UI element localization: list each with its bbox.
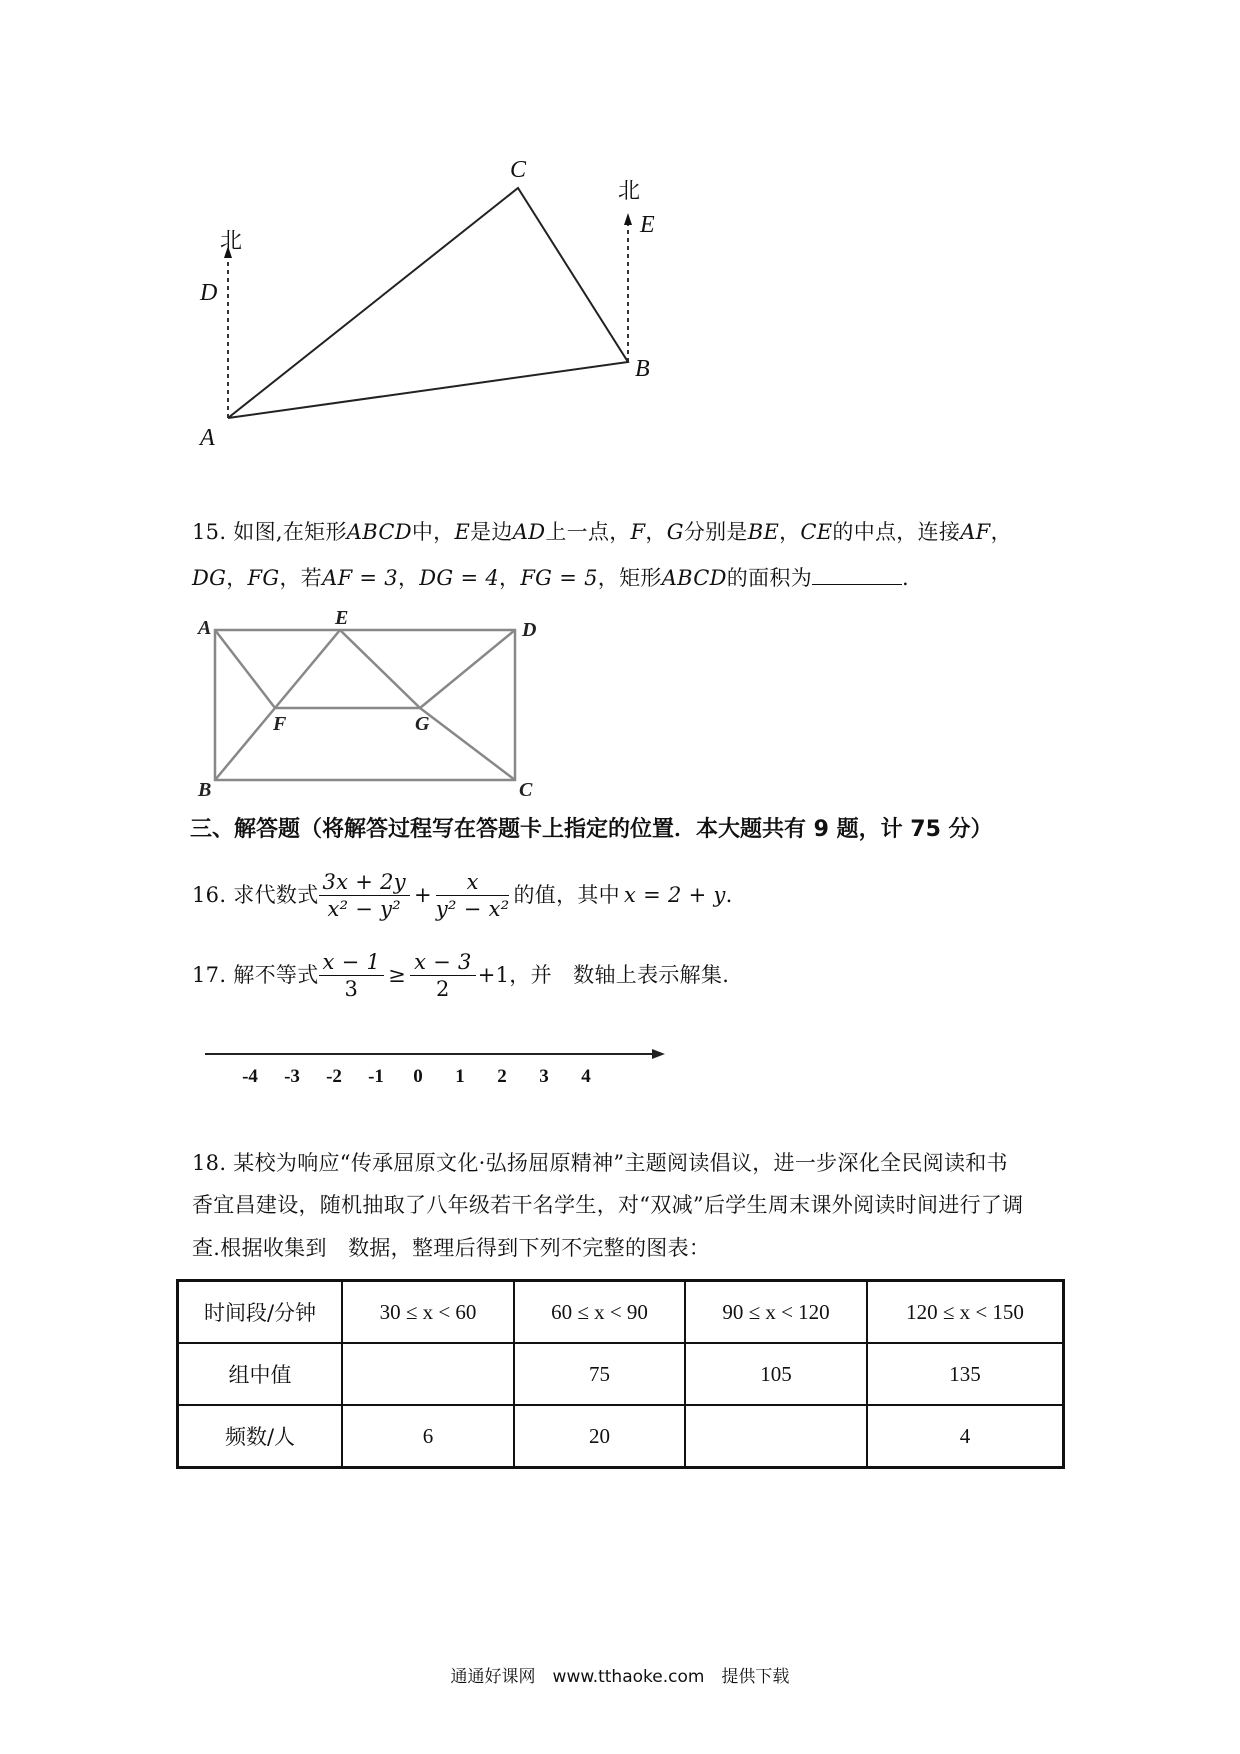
rect-label-c: C <box>519 779 533 798</box>
page-footer: 通通好课网 www.tthaoke.com 提供下载 <box>450 1667 790 1687</box>
fraction-1: $\frac{3x + 2y}{\text{x² − y²}}$ <box>319 869 410 922</box>
rect-label-g: G <box>415 713 430 735</box>
rect-label-b: B <box>198 779 212 798</box>
section-heading: 三、解答题（将解答过程写在答题卡上指定的位置．本大题共有 9 题，计 75 分） <box>190 817 993 842</box>
rect-label-a: A <box>198 617 212 639</box>
fraction-1: $\frac{x - 1}{3}$ <box>319 949 385 1002</box>
figure-direction-diagram <box>180 150 720 460</box>
triangle-abc <box>228 188 628 418</box>
number-line <box>200 1040 680 1090</box>
answer-blank[interactable] <box>812 562 902 585</box>
fraction-2: $\frac{x - 3}{2}$ <box>410 949 476 1002</box>
number-line-tick-label: 2 <box>497 1066 507 1087</box>
north-label-left: 北 <box>220 229 243 254</box>
question-18-line-2: 香宜昌建设，随机抽取了八年级若干名学生，对“双减”后学生周末课外阅读时间进行了调 <box>192 1193 1024 1217</box>
label-e: E <box>640 212 655 238</box>
number-line-tick-label: -2 <box>326 1066 342 1087</box>
number-line-tick-label: 4 <box>581 1066 591 1087</box>
question-15: 15. 如图,在矩形ABCD中，E是边AD上一点，F，G分别是BE，CE的中点，连接AF， <box>192 520 1012 544</box>
number-line-tick-label: 3 <box>539 1066 549 1087</box>
fraction-2: $\frac{x}{\text{y² − x²}}$ <box>435 869 510 921</box>
question-18-line-1: 18. 某校为响应“传承屈原文化·弘扬屈原精神”主题阅读倡议，进一步深化全民阅读和书 <box>192 1151 1008 1175</box>
north-label-right: 北 <box>618 179 641 204</box>
rect-label-d: D <box>522 619 537 641</box>
figure-rectangle-abcd <box>195 608 555 798</box>
question-15-line-2: DG，FG，若AF = 3，DG = 4，FG = 5，矩形ABCD的面积为 . <box>192 562 1092 593</box>
number-line-tick-label: 1 <box>455 1066 465 1087</box>
number-line-tick-label: 0 <box>413 1066 423 1087</box>
north-arrow-right-icon <box>624 213 632 225</box>
question-18-line-3: 查.根据收集到 数据，整理后得到下列不完整的图表： <box>192 1236 711 1260</box>
frequency-table <box>176 1279 1065 1469</box>
table-row: 组中值 75 105 135 <box>178 1343 1064 1405</box>
rect-label-f: F <box>273 713 287 735</box>
label-d: D <box>200 280 218 306</box>
number-line-tick-label: -1 <box>368 1066 384 1087</box>
number-line-tick-label: -4 <box>242 1066 258 1087</box>
question-16: 16. 求代数式 $\frac{3x + 2y}{\text{x² − y²}}$ + $\frac{x}{\text{y² − x²}}$ 的值，其中 x = 2 + y . <box>192 869 733 921</box>
q15-number: 15. <box>192 520 227 544</box>
rectangle <box>215 630 515 780</box>
label-a: A <box>200 425 215 451</box>
number-line-arrow-icon <box>652 1049 665 1059</box>
number-line-tick-label: -3 <box>284 1066 300 1087</box>
label-c: C <box>510 157 527 183</box>
table-row: 时间段/分钟 30 ≤ x < 60 60 ≤ x < 90 90 ≤ x < 120 120 ≤ x < 150 <box>178 1281 1064 1344</box>
label-b: B <box>635 356 650 382</box>
table-row: 频数/人 6 20 4 <box>178 1405 1064 1468</box>
rect-label-e: E <box>335 608 349 629</box>
question-17: 17. 解不等式 $\frac{x - 1}{3}$ ≥ $\frac{x - 3}{2}$ +1 ，并 数轴上表示解集. <box>192 949 730 1001</box>
